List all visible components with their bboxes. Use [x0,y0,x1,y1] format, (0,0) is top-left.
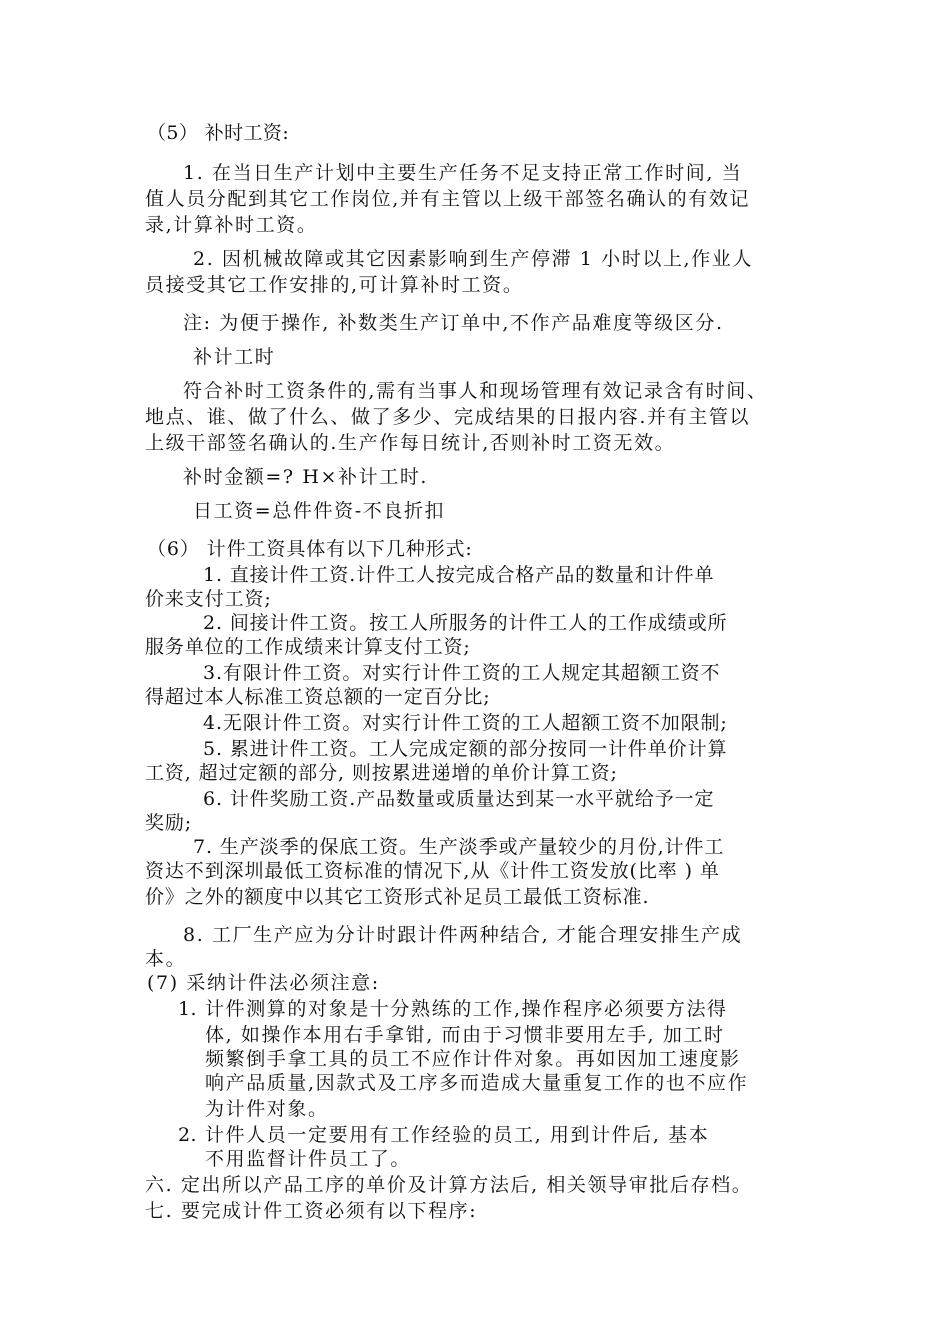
s6-item1-line2: 价来支付工资; [145,588,272,610]
section-6-heading: （6） 计件工资具体有以下几种形式: [147,538,473,560]
s7-item2-number: 2. [178,1124,197,1146]
s6-item4-line1: 4.无限计件工资。对实行计件工资的工人超额工资不加限制; [203,712,728,734]
s7-item1-number: 1. [178,998,197,1020]
s7-item1-line5: 为计件对象。 [205,1098,329,1120]
s5-para-line2: 地点、谁、做了什么、做了多少、完成结果的日报内容.并有主管以 [145,406,751,428]
s5-item1-line2: 值人员分配到其它工作岗位,并有主管以上级干部签名确认的有效记 [145,188,751,210]
section-5-heading: （5） 补时工资: [147,122,290,144]
s7-item2-line2: 不用监督计件员工了。 [205,1148,412,1170]
s7-item2-line1: 计件人员一定要用有工作经验的员工, 用到计件后, 基本 [205,1124,710,1146]
s6-item2-line2: 服务单位的工作成绩来计算支付工资; [145,636,471,658]
s7-item1-line3: 频繁倒手拿工具的员工不应作计件对象。再如因加工速度影 [205,1048,741,1070]
s5-item1-line3: 录,计算补时工资。 [145,214,318,236]
s6-item8-line2: 本。 [145,948,187,970]
s7-item1-line2: 体, 如操作本用右手拿钳, 而由于习惯非要用左手, 加工时 [205,1024,725,1046]
s6-item7-line2: 资达不到深圳最低工资标准的情况下,从《计件工资发放(比率 ) 单 [145,860,720,882]
section-7-heading: (7) 采纳计件法必须注意: [147,972,380,994]
s6-item6-line2: 奖励; [145,812,193,834]
s6-item5-line2: 工资, 超过定额的部分, 则按累进递增的单价计算工资; [145,762,618,784]
s6-item3-line2: 得超过本人标准工资总额的一定百分比; [145,686,491,708]
s6-item5-line1: 5. 累进计件工资。工人完成定额的部分按同一计件单价计算 [203,738,728,760]
s6-item8-line1: 8. 工厂生产应为分计时跟计件两种结合, 才能合理安排生产成 [183,924,743,946]
s7-item1-line1: 计件测算的对象是十分熟练的工作,操作程序必须要方法得 [205,998,728,1020]
section-seven-line: 七. 要完成计件工资必须有以下程序: [145,1200,478,1222]
s7-item1-line4: 响产品质量,因款式及工序多而造成大量重复工作的也不应作 [205,1072,749,1094]
s5-para-line3: 上级干部签名确认的.生产作每日统计,否则补时工资无效。 [145,432,676,454]
s5-formula2: 日工资=总件件资-不良折扣 [193,500,446,522]
s6-item7-line1: 7. 生产淡季的保底工资。生产淡季或产量较少的月份,计件工 [193,836,725,858]
s5-subheading: 补计工时 [193,346,276,368]
s6-item7-line3: 价》之外的额度中以其它工资形式补足员工最低工资标准. [145,886,650,908]
s6-item3-line1: 3.有限计件工资。对实行计件工资的工人规定其超额工资不 [203,662,721,684]
s5-para-line1: 符合补时工资条件的,需有当事人和现场管理有效记录含有时间、 [183,380,768,402]
s5-item1-line1: 1. 在当日生产计划中主要生产任务不足支持正常工作时间, 当 [183,162,743,184]
s6-item2-line1: 2. 间接计件工资。按工人所服务的计件工人的工作成绩或所 [203,612,728,634]
s5-formula1: 补时金额=? H×补计工时. [183,466,429,488]
s6-item6-line1: 6. 计件奖励工资.产品数量或质量达到某一水平就给予一定 [203,788,715,810]
s6-item1-line1: 1. 直接计件工资.计件工人按完成合格产品的数量和计件单 [203,564,715,586]
s5-item2-line1: 2. 因机械故障或其它因素影响到生产停滞 1 小时以上,作业人 [193,248,753,270]
s5-item2-line2: 员接受其它工作安排的,可计算补时工资。 [145,274,524,296]
s5-note: 注: 为便于操作, 补数类生产订单中,不作产品难度等级区分. [183,312,724,334]
section-six-line: 六. 定出所以产品工序的单价及计算方法后, 相关领导审批后存档。 [145,1174,753,1196]
